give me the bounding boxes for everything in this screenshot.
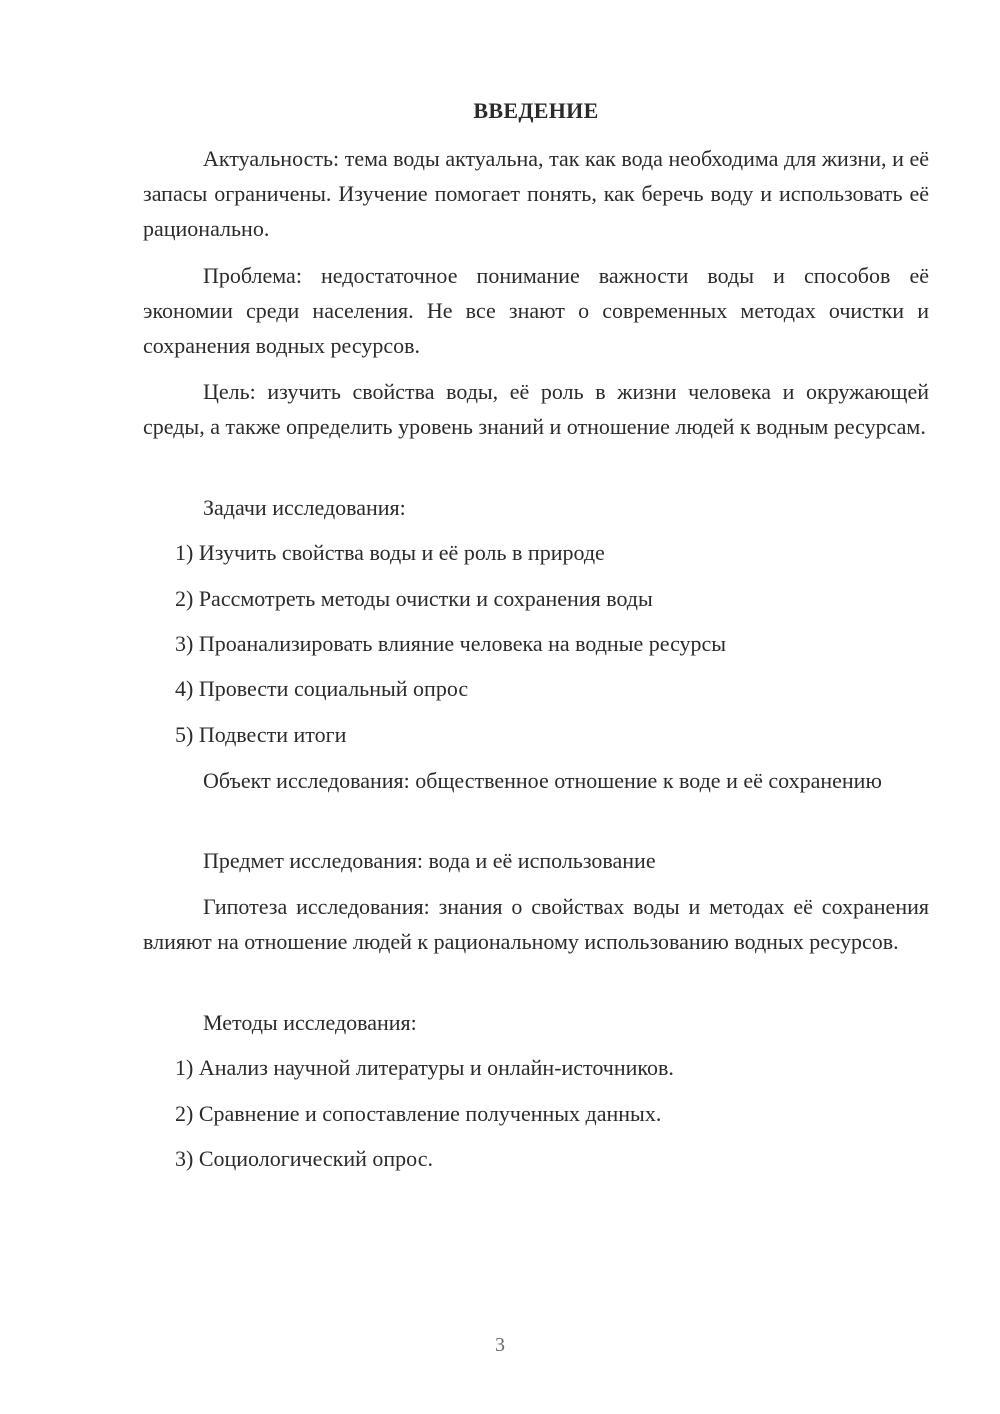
page-title: ВВЕДЕНИЕ (473, 98, 599, 123)
object-paragraph: Объект исследования: общественное отношение к воде и её сохранению (203, 768, 882, 793)
tasks-heading: Задачи исследования: (203, 495, 406, 520)
relevance-paragraph: Актуальность: тема воды актуальна, так как вода необходима для жизни, и её запасы ограничены. Изучение помогает понять, как беречь воду и использовать её рационально. (143, 146, 929, 241)
task-item-2: 2) Рассмотреть методы очистки и сохранения воды (175, 586, 653, 611)
hypothesis-paragraph: Гипотеза исследования: знания о свойствах воды и методах её сохранения влияют на отношение людей к рациональному использованию водных ресурсов. (143, 894, 929, 954)
page-number: 3 (495, 1334, 505, 1356)
task-item-3: 3) Проанализировать влияние человека на водные ресурсы (175, 631, 727, 656)
task-item-5: 5) Подвести итоги (175, 722, 347, 747)
goal-paragraph: Цель: изучить свойства воды, её роль в жизни человека и окружающей среды, а также определить уровень знаний и отношение людей к водным ресурсам. (143, 379, 929, 439)
problem-paragraph: Проблема: недостаточное понимание важности воды и способов её экономии среди населения. Не все знают о современных методах очистки и сохранения водных ресурсов. (143, 263, 929, 358)
method-item-2: 2) Сравнение и сопоставление полученных данных. (175, 1101, 662, 1126)
methods-heading: Методы исследования: (203, 1010, 417, 1035)
subject-paragraph: Предмет исследования: вода и её использование (203, 848, 656, 873)
task-item-1: 1) Изучить свойства воды и её роль в природе (175, 540, 605, 565)
method-item-3: 3) Социологический опрос. (175, 1146, 433, 1171)
task-item-4: 4) Провести социальный опрос (175, 676, 469, 701)
method-item-1: 1) Анализ научной литературы и онлайн-источников. (175, 1055, 674, 1080)
